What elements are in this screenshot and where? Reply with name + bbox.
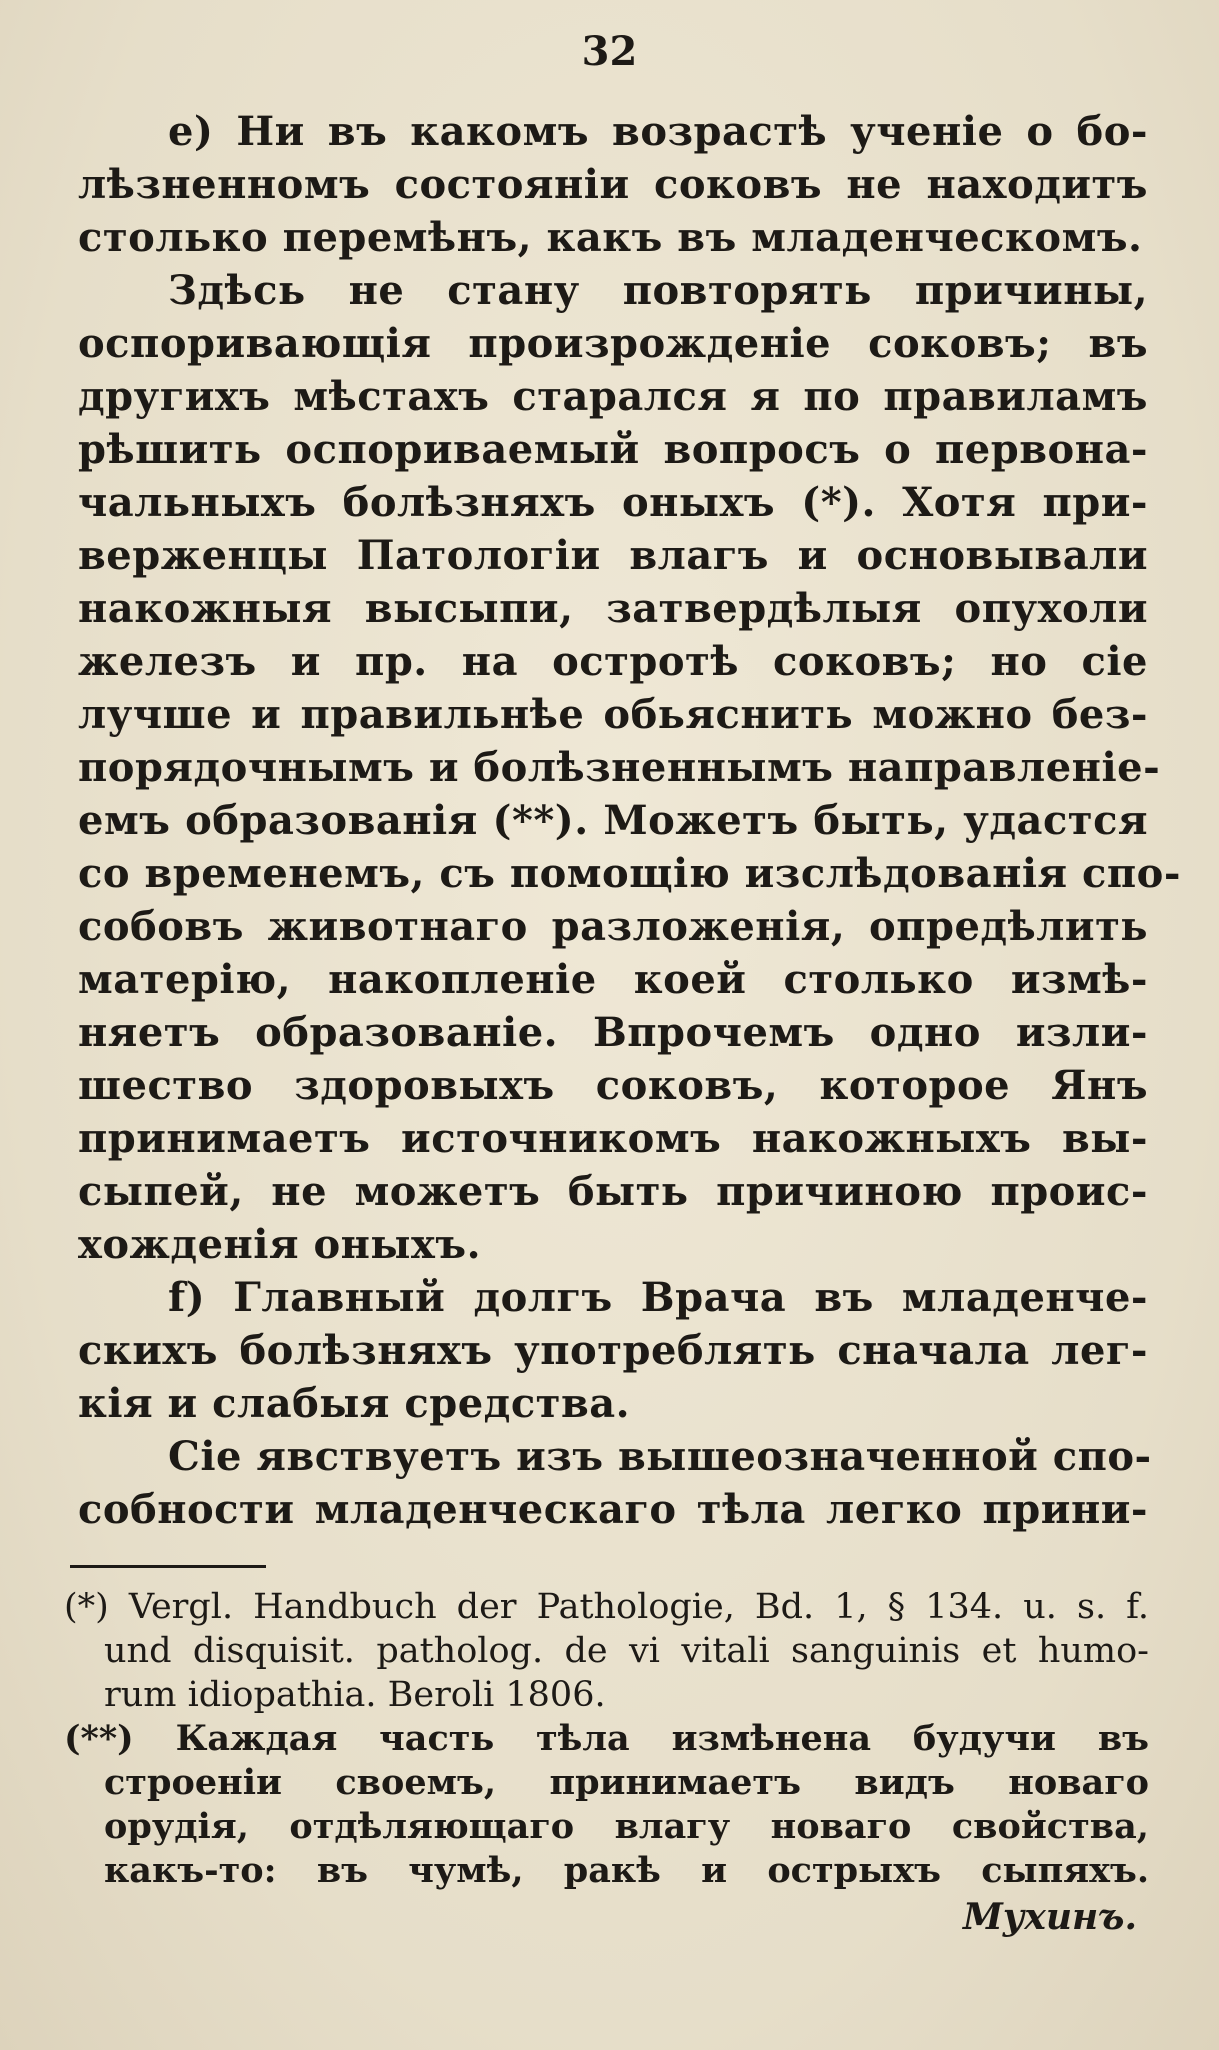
text-line: няетъ образованіе. Впрочемъ одно изли- xyxy=(78,1009,1148,1056)
text-line: со временемъ, съ помощію изслѣдованія спо- xyxy=(78,850,1181,897)
text-line: порядочнымъ и болѣзненнымъ направленіе- xyxy=(78,744,1161,791)
text-line: лѣзненномъ состояніи соковъ не находитъ xyxy=(78,161,1148,208)
text-line: принимаетъ источникомъ накожныхъ вы- xyxy=(78,1115,1148,1162)
text-line: лучше и правильнѣе обьяснить можно без- xyxy=(78,691,1148,738)
text-line: Сіе явствуетъ изъ вышеозначенной спо- xyxy=(168,1433,1152,1480)
text-line: столько перемѣнъ, какъ въ младенческомъ. xyxy=(78,214,1143,261)
text-line: скихъ болѣзняхъ употреблять сначала лег- xyxy=(78,1327,1148,1374)
text-line: кія и слабыя средства. xyxy=(78,1380,631,1427)
text-line: другихъ мѣстахъ старался я по правиламъ xyxy=(78,373,1148,420)
page-number: 32 xyxy=(581,28,638,75)
footnote-line: какъ-то: въ чумѣ, ракѣ и острыхъ сыпяхъ. xyxy=(104,1850,1149,1891)
author-signature: Мухинъ. xyxy=(963,1896,1137,1938)
text-line: хожденія оныхъ. xyxy=(78,1221,481,1268)
text-line: оспоривающія произрожденіе соковъ; въ xyxy=(78,320,1148,367)
text-line: Здѣсь не стану повторять причины, xyxy=(168,267,1148,314)
text-line: верженцы Патологіи влагъ и основывали xyxy=(78,532,1148,579)
footnote-line: (**) Каждая часть тѣла измѣнена будучи въ xyxy=(64,1718,1149,1759)
footnote-line: строеніи своемъ, принимаетъ видъ новаго xyxy=(104,1762,1149,1803)
footnote-line: орудія, отдѣляющаго влагу новаго свойства, xyxy=(104,1806,1149,1847)
text-line: накожныя высыпи, затвердѣлыя опухоли xyxy=(78,585,1148,632)
footnotes xyxy=(64,1585,1149,1941)
text-line: сыпей, не можетъ быть причиною проис- xyxy=(78,1168,1148,1215)
text-line: рѣшить оспориваемый вопросъ о первона- xyxy=(78,426,1148,473)
footnote-line: rum idiopathia. Beroli 1806. xyxy=(104,1675,606,1715)
text-line: шество здоровыхъ соковъ, которое Янъ xyxy=(78,1062,1148,1109)
text-line: матерію, накопленіе коей столько измѣ- xyxy=(78,956,1148,1003)
main-text xyxy=(78,105,1181,1536)
text-line: собности младенческаго тѣла легко прини- xyxy=(78,1486,1148,1533)
footnote-divider xyxy=(70,1565,266,1568)
text-line: чальныхъ болѣзняхъ оныхъ (*). Хотя при- xyxy=(78,479,1148,526)
footnote-line: und disquisit. patholog. de vi vitali sanguinis et humo- xyxy=(104,1631,1149,1671)
footnote-line: (*) Vergl. Handbuch der Pathologie, Bd. 1, § 134. u. s. f. xyxy=(64,1587,1149,1627)
text-line: емъ образованія (**). Можетъ быть, удастся xyxy=(78,797,1148,844)
text-line: железъ и пр. на остротѣ соковъ; но сіе xyxy=(78,638,1148,685)
text-line: f) Главный долгъ Врача въ младенче- xyxy=(168,1274,1148,1321)
text-line: e) Ни въ какомъ возрастѣ ученіе о бо- xyxy=(168,108,1148,155)
text-line: собовъ животнаго разложенія, опредѣлить xyxy=(78,903,1148,950)
